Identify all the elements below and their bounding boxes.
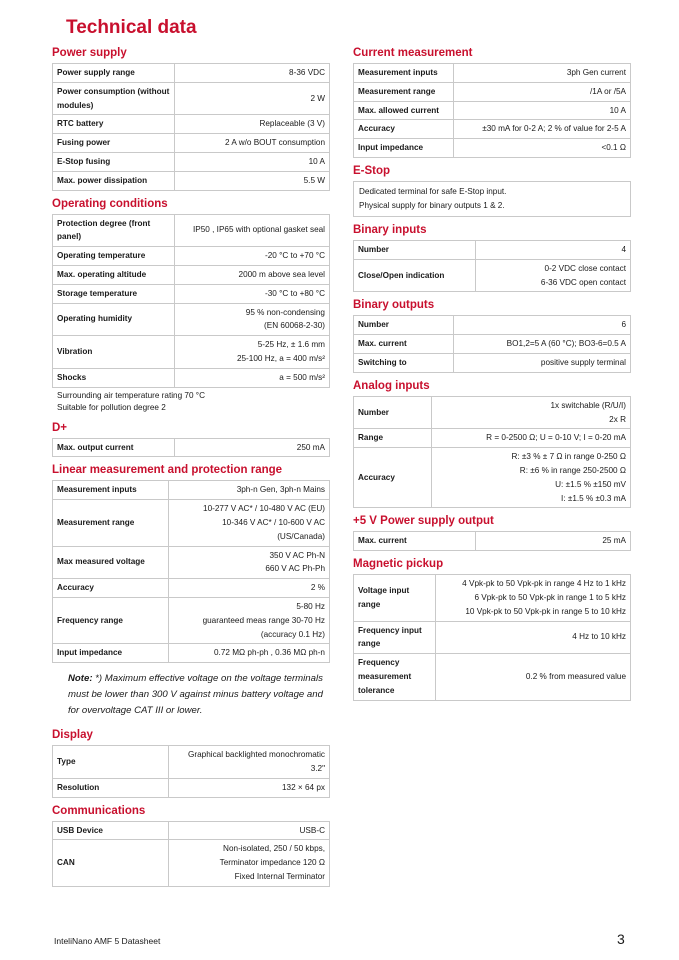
page-number: 3: [617, 931, 625, 947]
spec-label: Resolution: [53, 778, 169, 797]
spec-value-line: 6: [621, 320, 626, 330]
spec-label: CAN: [53, 840, 169, 886]
spec-value: [175, 284, 330, 303]
section-communications: [52, 804, 330, 887]
operating-notes: [52, 390, 330, 415]
table-row: [354, 532, 631, 551]
spec-label: Input impedance: [354, 139, 454, 158]
table-row: [53, 64, 330, 83]
section-display: [52, 728, 330, 797]
text-line: Surrounding air temperature rating 70 °C: [57, 390, 205, 400]
spec-label: Frequency range: [53, 597, 169, 643]
spec-label: Measurement inputs: [53, 481, 169, 500]
spec-value: [169, 481, 330, 500]
spec-value-line: 5.5 W: [303, 175, 325, 185]
spec-label: Shocks: [53, 368, 175, 387]
page-title: Technical data: [66, 17, 197, 38]
spec-value-line: IP50 , IP65 with optional gasket seal: [193, 225, 325, 235]
text-line: Physical supply for binary outputs 1 & 2.: [359, 200, 505, 210]
spec-label: Input impedance: [53, 644, 169, 663]
table-row: [53, 247, 330, 266]
section-title: D+: [52, 421, 68, 434]
spec-label: Accuracy: [354, 448, 432, 508]
spec-value-line: 95 % non-condensing: [245, 307, 325, 317]
spec-value-line: 250 mA: [296, 442, 325, 452]
spec-label: Storage temperature: [53, 284, 175, 303]
spec-value-line: positive supply terminal: [540, 357, 626, 367]
section-current-measurement: [353, 46, 631, 158]
section-title: E-Stop: [353, 164, 391, 177]
note-label: Note:: [68, 673, 93, 685]
table-row: [53, 152, 330, 171]
spec-value-line: Fixed Internal Terminator: [234, 871, 325, 881]
table-row: [354, 654, 631, 700]
voltage-note: [52, 668, 330, 722]
table-row: [354, 396, 631, 429]
section-title: Current measurement: [353, 47, 473, 59]
spec-label: Number: [354, 240, 476, 259]
spec-value: [169, 821, 330, 840]
spec-value-line: 3.2": [310, 763, 325, 773]
spec-value-line: BO1,2=5 A (60 °C); BO3-6=0.5 A: [506, 339, 626, 349]
table-row: [53, 597, 330, 643]
spec-value: [454, 316, 631, 335]
spec-label: Voltage input range: [354, 575, 436, 621]
table-row: [53, 115, 330, 134]
spec-value-line: 2000 m above sea level: [238, 269, 325, 279]
table-row: [53, 840, 330, 886]
table-row: [354, 621, 631, 654]
section-power-supply: [52, 46, 330, 191]
section-title: Analog inputs: [353, 379, 430, 392]
spec-value: [454, 64, 631, 83]
table-row: [53, 265, 330, 284]
table-row: [354, 259, 631, 292]
spec-value: [169, 778, 330, 797]
spec-label: Close/Open indication: [354, 259, 476, 292]
section-title: +5 V Power supply output: [353, 515, 494, 528]
spec-label: Max. output current: [53, 438, 175, 457]
spec-value-line: R = 0-2500 Ω; U = 0-10 V; I = 0-20 mA: [486, 433, 626, 443]
spec-value-line: 8-36 VDC: [289, 68, 325, 77]
spec-label: Frequency input range: [354, 621, 436, 654]
spec-value: [436, 575, 631, 621]
communications-table: [52, 821, 330, 887]
spec-value: [175, 303, 330, 336]
table-row: [53, 821, 330, 840]
spec-label: Range: [354, 429, 432, 448]
current-measurement-table: [353, 63, 631, 158]
section-magnetic-pickup: [353, 557, 631, 700]
table-row: [354, 64, 631, 83]
spec-value-line: USB-C: [299, 825, 325, 835]
table-row: [53, 82, 330, 115]
table-row: [53, 481, 330, 500]
spec-value-line: 5-25 Hz, ± 1.6 mm: [257, 340, 325, 350]
spec-value: [175, 247, 330, 266]
section-title: Linear measurement and protection range: [52, 464, 283, 477]
spec-value-line: ±30 mA for 0-2 A; 2 % of value for 2-5 A: [482, 124, 626, 134]
spec-label: Type: [53, 746, 169, 779]
spec-label: Accuracy: [354, 120, 454, 139]
spec-value: [476, 259, 631, 292]
spec-value: [175, 64, 330, 83]
table-row: [354, 101, 631, 120]
spec-value-line: guaranteed meas range 30-70 Hz: [202, 615, 325, 625]
spec-value-line: -30 °C to +80 °C: [264, 288, 325, 298]
d-plus-table: [52, 438, 330, 458]
spec-value: [476, 532, 631, 551]
spec-value: [175, 214, 330, 247]
spec-label: Max. operating altitude: [53, 265, 175, 284]
table-row: [354, 240, 631, 259]
spec-value: [175, 152, 330, 171]
spec-value-line: (US/Canada): [277, 531, 325, 541]
spec-value: [169, 746, 330, 779]
spec-value-line: (EN 60068-2-30): [264, 321, 325, 331]
spec-value-line: 6 Vpk-pk to 50 Vpk-pk in range 1 to 5 kHz: [474, 592, 626, 602]
spec-value: [169, 500, 330, 546]
spec-value: [175, 336, 330, 369]
magnetic-pickup-table: [353, 574, 631, 700]
spec-value-line: Graphical backlighted monochromatic: [188, 750, 325, 760]
spec-label: Operating humidity: [53, 303, 175, 336]
spec-value-line: I: ±1.5 % ±0.3 mA: [561, 493, 626, 503]
spec-label: Max. current: [354, 532, 476, 551]
spec-value: [476, 240, 631, 259]
spec-value: [169, 579, 330, 598]
spec-value-line: 0-2 VDC close contact: [544, 263, 626, 273]
section-operating-conditions: [52, 197, 330, 415]
spec-value: [454, 101, 631, 120]
table-row: [354, 120, 631, 139]
spec-value-line: R: ±6 % in range 250-2500 Ω: [519, 465, 626, 475]
table-row: [354, 429, 631, 448]
table-row: [53, 546, 330, 579]
spec-value: [169, 840, 330, 886]
spec-label: USB Device: [53, 821, 169, 840]
table-row: [53, 500, 330, 546]
table-row: [53, 579, 330, 598]
spec-value: [454, 139, 631, 158]
spec-value-line: /1A or /5A: [590, 86, 626, 96]
spec-label: Max measured voltage: [53, 546, 169, 579]
spec-value-line: Terminator impedance 120 Ω: [219, 858, 325, 868]
section-binary-outputs: [353, 298, 631, 372]
table-row: [53, 368, 330, 387]
spec-value-line: <0.1 Ω: [601, 143, 626, 153]
spec-label: Frequency measurement tolerance: [354, 654, 436, 700]
spec-value: [175, 82, 330, 115]
section-estop: [353, 164, 631, 217]
spec-label: Number: [354, 396, 432, 429]
table-row: [53, 438, 330, 457]
spec-label: Power supply range: [53, 64, 175, 83]
spec-value: [175, 368, 330, 387]
spec-value: [175, 171, 330, 190]
spec-value-line: 0.72 MΩ ph-ph , 0.36 MΩ ph-n: [213, 648, 325, 658]
spec-value-line: 2 %: [310, 583, 325, 593]
spec-value-line: 3ph Gen current: [566, 68, 626, 77]
section-5v-output: [353, 514, 631, 551]
section-binary-inputs: [353, 223, 631, 292]
spec-value-line: 5-80 Hz: [296, 601, 325, 611]
section-analog-inputs: [353, 379, 631, 509]
spec-label: Protection degree (front panel): [53, 214, 175, 247]
spec-label: Measurement inputs: [354, 64, 454, 83]
spec-value-line: 25 mA: [602, 536, 626, 546]
spec-value-line: 350 V AC Ph-N: [269, 550, 325, 560]
right-column: [353, 46, 631, 707]
spec-value-line: Non-isolated, 250 / 50 kbps,: [223, 844, 325, 854]
spec-value-line: 3ph-n Gen, 3ph-n Mains: [236, 485, 325, 495]
table-row: [354, 82, 631, 101]
table-row: [354, 575, 631, 621]
spec-value-line: R: ±3 % ± 7 Ω in range 0-250 Ω: [511, 452, 626, 462]
spec-value: [432, 429, 631, 448]
section-title: Power supply: [52, 47, 127, 59]
spec-label: Operating temperature: [53, 247, 175, 266]
spec-value-line: 660 V AC Ph-Ph: [265, 564, 325, 574]
footer-document-name: InteliNano AMF 5 Datasheet: [54, 936, 161, 946]
note-text: *) Maximum effective voltage on the voltage terminals must be lower than 300 V against minus battery voltage and for overvoltage CAT III or lower.: [68, 673, 323, 717]
section-title: Magnetic pickup: [353, 558, 444, 571]
spec-value-line: 6-36 VDC open contact: [540, 277, 626, 287]
spec-value-line: 10 A: [308, 156, 325, 166]
spec-label: Number: [354, 316, 454, 335]
table-row: [53, 134, 330, 153]
spec-value-line: 10 Vpk-pk to 50 Vpk-pk in range 5 to 10 kHz: [465, 606, 626, 616]
table-row: [354, 139, 631, 158]
table-row: [354, 448, 631, 508]
spec-value-line: 132 × 64 px: [281, 782, 325, 792]
operating-conditions-table: [52, 214, 330, 388]
spec-value: [169, 597, 330, 643]
spec-value-line: 4 Vpk-pk to 50 Vpk-pk in range 4 Hz to 1 kHz: [462, 579, 626, 589]
analog-inputs-table: [353, 396, 631, 509]
display-table: [52, 745, 330, 797]
spec-label: Max. current: [354, 335, 454, 354]
spec-label: Fusing power: [53, 134, 175, 153]
spec-value: [436, 621, 631, 654]
spec-value-line: 10-277 V AC* / 10-480 V AC (EU): [203, 504, 325, 514]
spec-label: E-Stop fusing: [53, 152, 175, 171]
spec-value: [454, 353, 631, 372]
spec-value: [432, 396, 631, 429]
estop-box: [353, 181, 631, 217]
spec-label: Max. power dissipation: [53, 171, 175, 190]
spec-value: [169, 644, 330, 663]
binary-outputs-table: [353, 315, 631, 372]
table-row: [53, 303, 330, 336]
table-row: [354, 353, 631, 372]
table-row: [53, 171, 330, 190]
spec-value: [175, 115, 330, 134]
spec-label: Vibration: [53, 336, 175, 369]
spec-value-line: 4: [621, 244, 626, 254]
section-linear-measurement: [52, 463, 330, 722]
linear-measurement-table: [52, 480, 330, 663]
spec-value: [175, 438, 330, 457]
spec-value: [169, 546, 330, 579]
spec-value-line: Replaceable (3 V): [259, 119, 325, 129]
spec-value-line: a = 500 m/s²: [279, 372, 325, 382]
table-row: [53, 336, 330, 369]
spec-label: RTC battery: [53, 115, 175, 134]
text-line: Dedicated terminal for safe E-Stop input.: [359, 186, 507, 196]
spec-label: Measurement range: [53, 500, 169, 546]
table-row: [53, 214, 330, 247]
spec-value-line: -20 °C to +70 °C: [264, 251, 325, 261]
section-title: Communications: [52, 804, 146, 817]
spec-value-line: 4 Hz to 10 kHz: [572, 632, 626, 642]
table-row: [53, 778, 330, 797]
text-line: Suitable for pollution degree 2: [57, 403, 166, 413]
spec-label: Max. allowed current: [354, 101, 454, 120]
spec-value-line: U: ±1.5 % ±150 mV: [555, 479, 626, 489]
spec-value: [454, 120, 631, 139]
spec-value: [432, 448, 631, 508]
table-row: [354, 335, 631, 354]
section-title: Display: [52, 729, 93, 742]
spec-value: [454, 82, 631, 101]
spec-value: [175, 265, 330, 284]
spec-label: Power consumption (without modules): [53, 82, 175, 115]
power-supply-table: [52, 63, 330, 191]
spec-value-line: 0.2 % from measured value: [525, 671, 626, 681]
spec-value-line: 2 W: [310, 93, 325, 103]
section-d-plus: [52, 421, 330, 458]
spec-value-line: 2 A w/o BOUT consumption: [225, 138, 325, 148]
spec-value-line: 10-346 V AC* / 10-600 V AC: [222, 517, 325, 527]
spec-value: [175, 134, 330, 153]
table-row: [53, 644, 330, 663]
spec-value-line: 1x switchable (R/U/I): [550, 400, 626, 410]
left-column: [52, 46, 330, 893]
spec-value: [454, 335, 631, 354]
table-row: [53, 746, 330, 779]
section-title: Operating conditions: [52, 197, 168, 210]
spec-value-line: 25-100 Hz, a = 400 m/s²: [236, 353, 325, 363]
spec-value-line: 10 A: [609, 105, 626, 115]
spec-label: Accuracy: [53, 579, 169, 598]
spec-value: [436, 654, 631, 700]
table-row: [53, 284, 330, 303]
spec-value-line: (accuracy 0.1 Hz): [260, 629, 325, 639]
section-title: Binary inputs: [353, 223, 427, 236]
section-title: Binary outputs: [353, 299, 435, 312]
spec-value-line: 2x R: [609, 414, 626, 424]
spec-label: Measurement range: [354, 82, 454, 101]
binary-inputs-table: [353, 240, 631, 292]
spec-label: Switching to: [354, 353, 454, 372]
table-row: [354, 316, 631, 335]
5v-output-table: [353, 531, 631, 551]
